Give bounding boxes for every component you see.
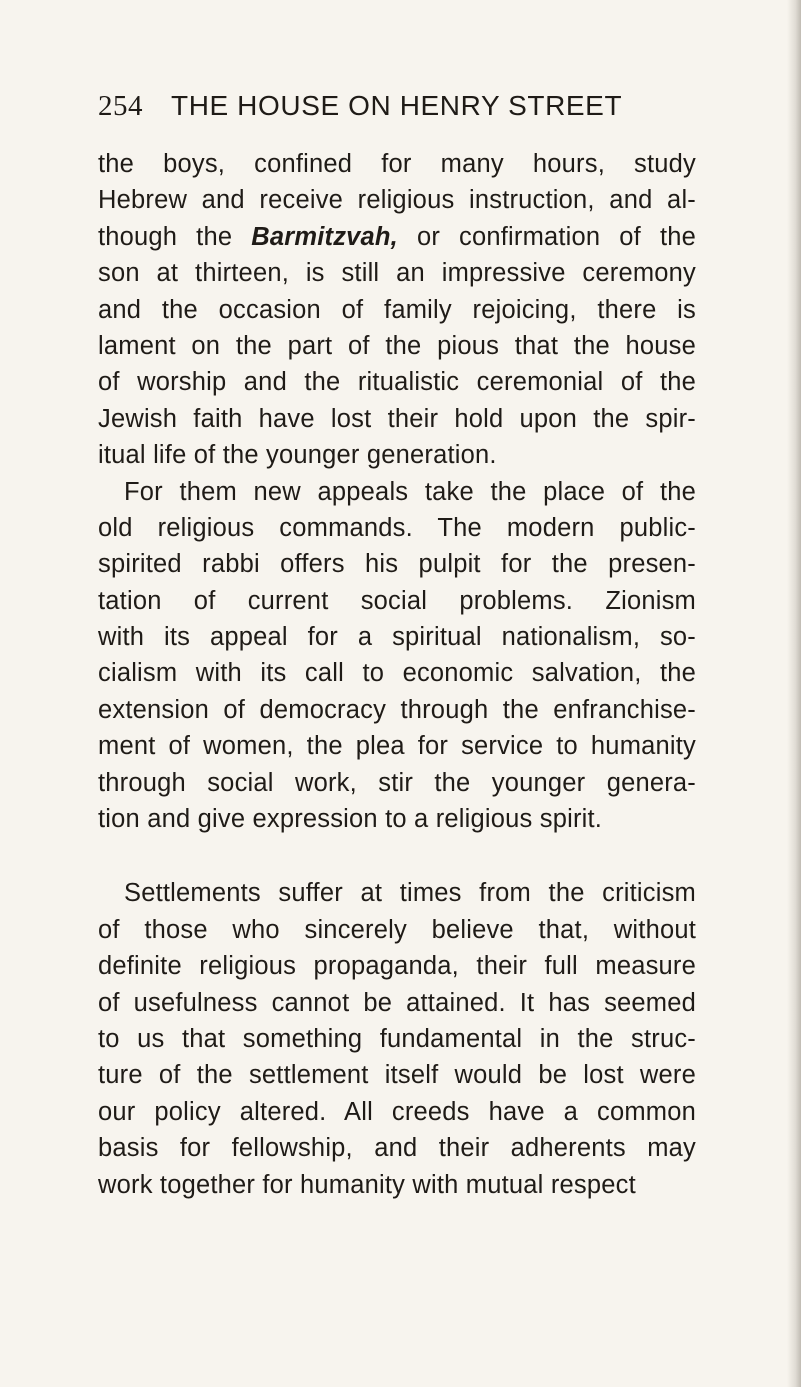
text-line: spirited rabbi offers his pulpit for the presen- [98, 550, 696, 579]
text-segment: though the [98, 222, 252, 251]
text-line: tation of current social problems. Zionism [98, 586, 696, 615]
text-line: son at thirteen, is still an impressive ceremony [98, 259, 696, 288]
italic-term-barmitzvah: Barmitzvah, [251, 222, 398, 251]
paragraph-1 [98, 146, 696, 474]
text-line: old religious commands. The modern public- [98, 513, 696, 542]
text-line: Settlements suffer at times from the criticism [124, 879, 696, 908]
text-line-with-italic [98, 219, 696, 255]
text-line: lament on the part of the pious that the house [98, 331, 696, 360]
text-segment: or confirmation of the [397, 222, 696, 251]
text-line: work together for humanity with mutual respect [98, 1170, 636, 1199]
page-number: 254 [98, 90, 143, 122]
text-line: through social work, stir the younger genera- [98, 768, 696, 797]
paragraph-2 [98, 474, 696, 838]
paragraph-3 [98, 875, 696, 1203]
text-line: Jewish faith have lost their hold upon the spir- [98, 404, 696, 433]
text-line: itual life of the younger generation. [98, 441, 497, 470]
text-line: Hebrew and receive religious instruction, and al- [98, 186, 696, 215]
text-line: our policy altered. All creeds have a common [98, 1097, 696, 1126]
section-break [98, 837, 696, 875]
text-line: For them new appeals take the place of the [124, 477, 696, 506]
text-line: the boys, confined for many hours, study [98, 150, 696, 178]
text-line: of those who sincerely believe that, without [98, 915, 696, 944]
body-text [98, 146, 696, 1203]
text-line: ment of women, the plea for service to humanity [98, 732, 696, 761]
text-line: tion and give expression to a religious spirit. [98, 805, 603, 834]
text-line: ture of the settlement itself would be lost were [98, 1061, 696, 1090]
text-line: and the occasion of family rejoicing, there is [98, 295, 696, 324]
text-line: basis for fellowship, and their adherents may [98, 1134, 696, 1163]
text-line: of usefulness cannot be attained. It has seemed [98, 988, 696, 1017]
text-line: cialism with its call to economic salvation, the [98, 659, 696, 688]
text-line: definite religious propaganda, their full measure [98, 952, 696, 981]
text-line: with its appeal for a spiritual nationalism, so- [98, 623, 696, 652]
running-head: THE HOUSE ON HENRY STREET [171, 90, 623, 121]
text-line: of worship and the ritualistic ceremonial of the [98, 368, 696, 397]
text-line: to us that something fundamental in the struc- [98, 1024, 696, 1053]
text-line: extension of democracy through the enfranchise- [98, 695, 696, 724]
page-edge-shadow [787, 0, 801, 1387]
page-header [98, 86, 698, 126]
